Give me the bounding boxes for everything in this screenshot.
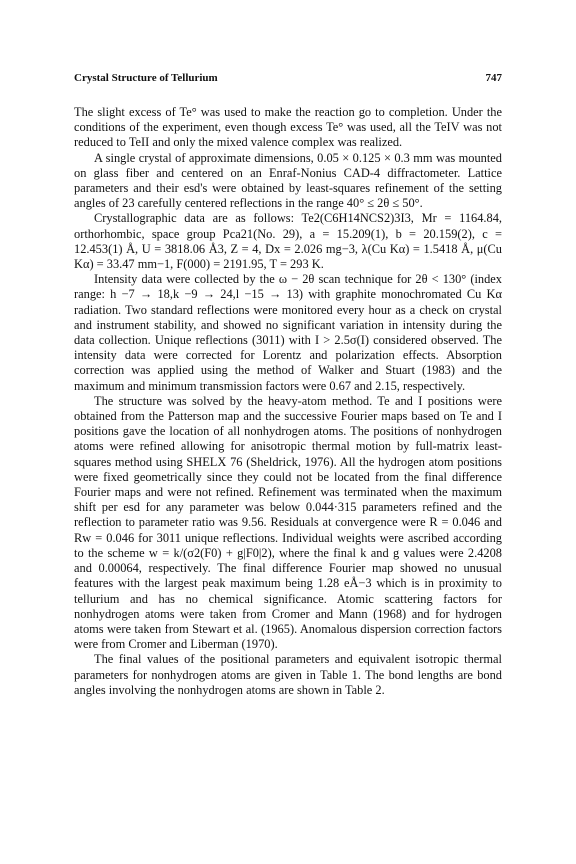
- paragraph-reaction: The slight excess of Te° was used to make the reaction go to completion. Under the conditions of the experiment, even though excess Te° was used, all the TeIV was not reduced to TeII and only the mixed valence complex was realized.: [74, 105, 502, 150]
- paragraph-crystallographic-data: Crystallographic data are as follows: Te2(C6H14NCS2)3I3, Mr = 1164.84, orthorhombic, space group Pca21(No. 29), a = 15.209(1), b = 20.159(2), c = 12.453(1) Å, U = 3818.06 Å3, Z = 4, Dx = 2.026 mg−3, λ(Cu Kα) = 1.5418 Å, μ(Cu Kα) = 33.47 mm−1, F(000) = 2191.95, T = 293 K.: [74, 211, 502, 272]
- paragraph-structure-solution: The structure was solved by the heavy-atom method. Te and I positions were obtained from the Patterson map and the successive Fourier maps based on Te and I positions gave the location of all nonhydrogen atoms. The positions of nonhydrogen atoms were refined allowing for anisotropic thermal motion by full-matrix least-squares method using SHELX 76 (Sheldrick, 1976). All the hydrogen atom positions were fixed geometrically since they could not be located from the final difference Fourier maps and were not refined. Refinement was terminated when the maximum shift per esd for any parameter was below 0.044·315 parameters refined and the reflection to parameter ratio was 9.56. Residuals at convergence were R = 0.046 and Rw = 0.046 for 3011 unique reflections. Individual weights were ascribed according to the scheme w = k/(σ2(F0) + g|F0|2), where the final k and g values were 2.4208 and 0.00064, respectively. The final difference Fourier map showed no unusual features with the largest peak maximum being 1.28 eÅ−3 which is in proximity to tellurium and has no chemical significance. Atomic scattering factors for nonhydrogen atoms were taken from Cromer and Mann (1968) and for hydrogen atoms were taken from Stewart et al. (1965). Anomalous dispersion correction factors were from Cromer and Liberman (1970).: [74, 393, 502, 652]
- running-head-title: Crystal Structure of Tellurium: [74, 72, 218, 84]
- body-text: [74, 105, 502, 698]
- paragraph-final-values: The final values of the positional parameters and equivalent isotropic thermal parameters for nonhydrogen atoms are given in Table 1. The bond lengths are bond angles involving the nonhydrogen atoms are shown in Table 2.: [74, 652, 502, 697]
- paragraph-crystal-mounting: A single crystal of approximate dimensions, 0.05 × 0.125 × 0.3 mm was mounted on glass fiber and centered on an Enraf-Nonius CAD-4 diffractometer. Lattice parameters and their esd's were obtained by least-squares refinement of the setting angles of 23 carefully centered reflections in the range 40° ≤ 2θ ≤ 50°.: [74, 150, 502, 211]
- paragraph-intensity-data: Intensity data were collected by the ω − 2θ scan technique for 2θ < 130° (index range: h −7 → 18,k −9 → 24,l −15 → 13) with graphite monochromated Cu Kα radiation. Two standard reflections were monitored every hour as a check on crystal and instrument stability, and showed no significant variation in intensity during the data collection. Unique reflections (3011) with I > 2.5σ(I) considered observed. The intensity data were corrected for Lorentz and polarization effects. Absorption correction was applied using the method of Walker and Stuart (1983) and the maximum and minimum transmission factors were 0.67 and 2.15, respectively.: [74, 272, 502, 393]
- page-number: 747: [485, 72, 502, 84]
- running-head: [74, 72, 502, 88]
